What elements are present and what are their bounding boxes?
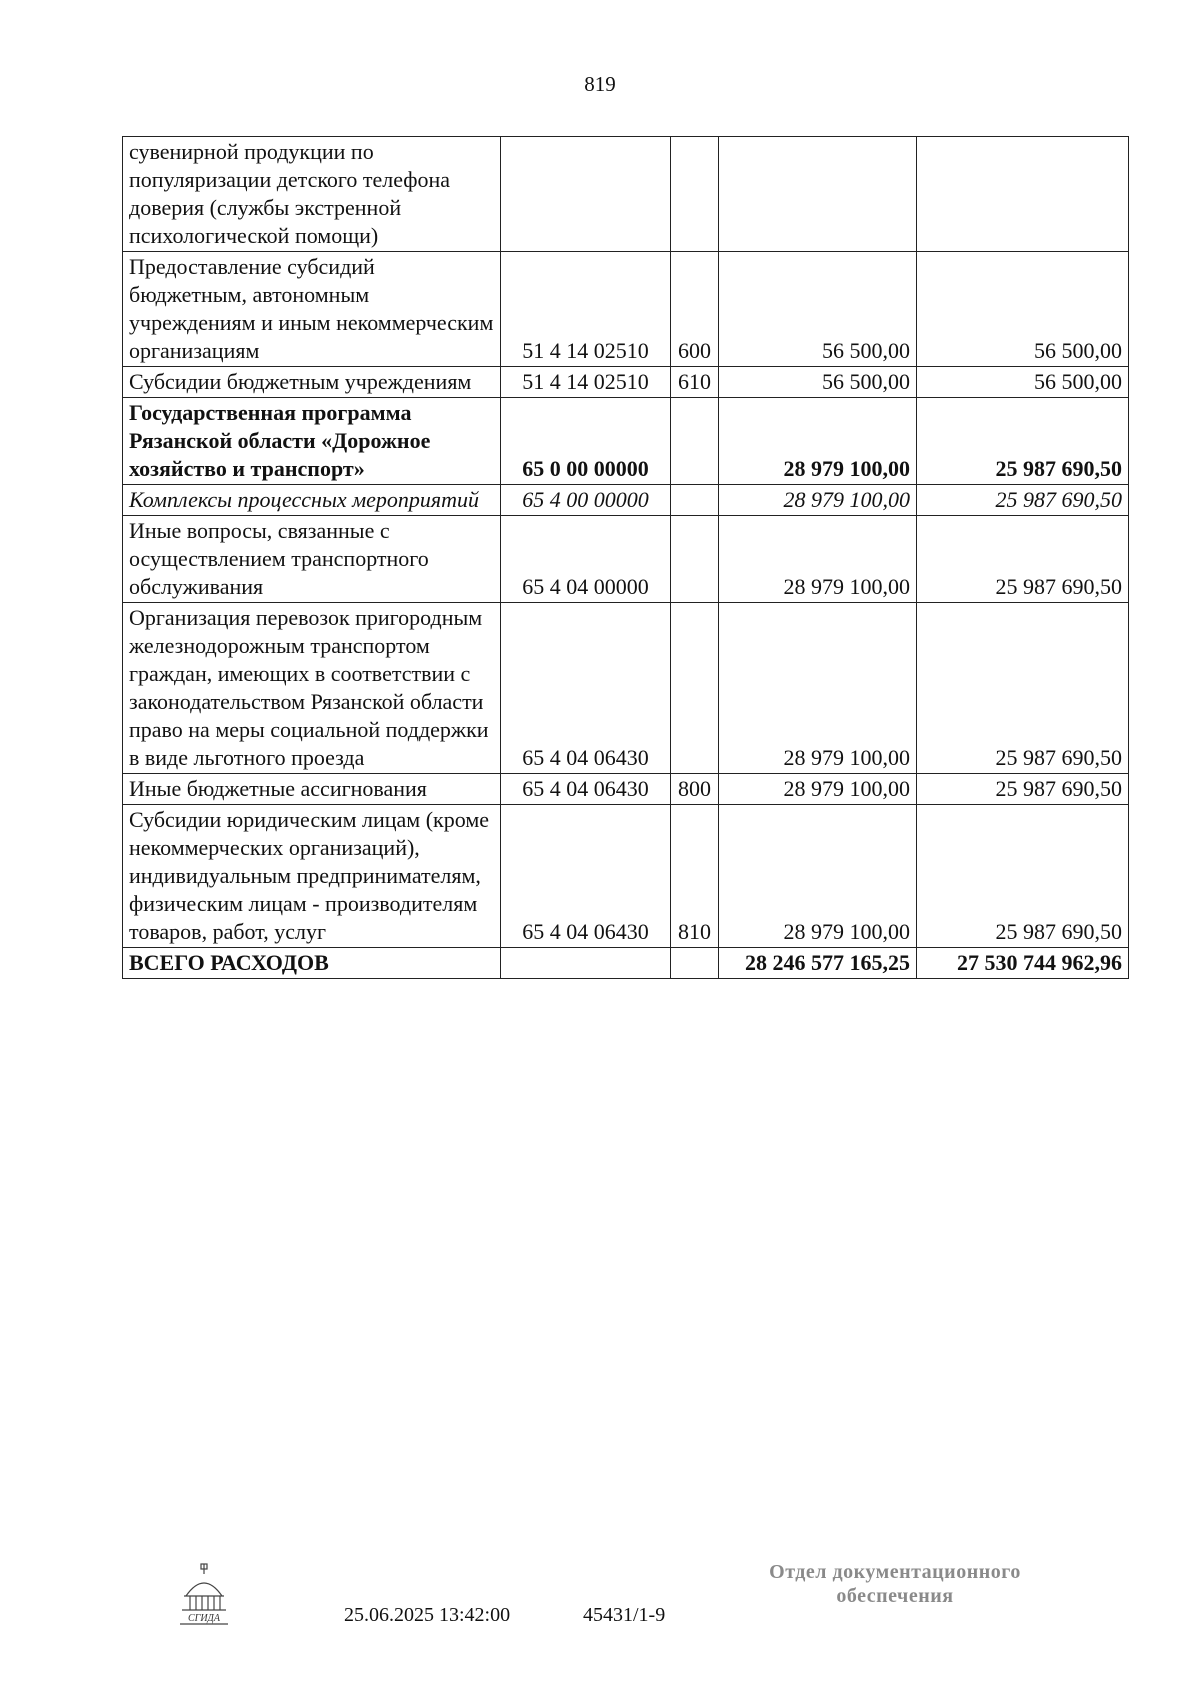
department-stamp: [745, 1560, 1045, 1608]
row-code: 65 4 00 00000: [501, 485, 671, 516]
row-expense-type: [671, 516, 719, 603]
row-code: 65 4 04 00000: [501, 516, 671, 603]
logo-text: СГИДА: [187, 1613, 221, 1624]
row-name: Организация перевозок пригородным железнодорожным транспортом граждан, имеющих в соответствии с законодательством Рязанской области право на меры социальной поддержки в виде льготного проезда: [123, 603, 501, 774]
row-expense-type: 610: [671, 367, 719, 398]
row-name: Предоставление субсидий бюджетным, автономным учреждениям и иным некоммерческим организациям: [123, 252, 501, 367]
row-sum-1: 28 979 100,00: [719, 398, 917, 485]
row-sum-2: 25 987 690,50: [917, 516, 1129, 603]
row-code: 65 4 04 06430: [501, 805, 671, 948]
row-sum-2: 25 987 690,50: [917, 805, 1129, 948]
row-name: Субсидии юридическим лицам (кроме некоммерческих организаций), индивидуальным предпринимателям, физическим лицам - производителям товаров, работ, услуг: [123, 805, 501, 948]
row-sum-2: 56 500,00: [917, 252, 1129, 367]
row-name: Комплексы процессных мероприятий: [123, 485, 501, 516]
building-dome-icon: [176, 1562, 232, 1628]
row-expense-type: [671, 485, 719, 516]
budget-table: [122, 136, 1129, 979]
table-row: [123, 485, 1129, 516]
row-sum-1: 56 500,00: [719, 367, 917, 398]
row-name: Субсидии бюджетным учреждениям: [123, 367, 501, 398]
row-code: [501, 137, 671, 252]
row-code: 65 0 00 00000: [501, 398, 671, 485]
footer-reg-number: 45431/1-9: [583, 1604, 666, 1626]
total-expense-type: [671, 948, 719, 979]
row-sum-2: 56 500,00: [917, 367, 1129, 398]
row-sum-1: 56 500,00: [719, 252, 917, 367]
page-number: 819: [584, 72, 616, 96]
row-name: сувенирной продукции по популяризации детского телефона доверия (службы экстренной психологической помощи): [123, 137, 501, 252]
table-row: [123, 252, 1129, 367]
row-sum-1: 28 979 100,00: [719, 603, 917, 774]
footer-datetime: 25.06.2025 13:42:00: [344, 1604, 511, 1626]
row-code: 65 4 04 06430: [501, 774, 671, 805]
stamp-line-2: обеспечения: [836, 1585, 954, 1607]
total-code: [501, 948, 671, 979]
row-sum-1: 28 979 100,00: [719, 516, 917, 603]
row-expense-type: [671, 398, 719, 485]
row-expense-type: 600: [671, 252, 719, 367]
table-row: [123, 774, 1129, 805]
row-code: 51 4 14 02510: [501, 367, 671, 398]
row-sum-2: 25 987 690,50: [917, 398, 1129, 485]
table-row: [123, 516, 1129, 603]
row-name: Государственная программа Рязанской области «Дорожное хозяйство и транспорт»: [123, 398, 501, 485]
table-row: [123, 398, 1129, 485]
total-label: ВСЕГО РАСХОДОВ: [123, 948, 501, 979]
table-row: [123, 603, 1129, 774]
row-code: 65 4 04 06430: [501, 603, 671, 774]
table-row: [123, 805, 1129, 948]
table-row: [123, 137, 1129, 252]
row-expense-type: 800: [671, 774, 719, 805]
row-sum-1: [719, 137, 917, 252]
total-sum-1: 28 246 577 165,25: [719, 948, 917, 979]
row-sum-1: 28 979 100,00: [719, 485, 917, 516]
stamp-line-1: Отдел документационного: [769, 1561, 1021, 1583]
row-sum-2: 25 987 690,50: [917, 485, 1129, 516]
row-expense-type: [671, 137, 719, 252]
row-sum-1: 28 979 100,00: [719, 774, 917, 805]
row-sum-2: 25 987 690,50: [917, 603, 1129, 774]
total-row: [123, 948, 1129, 979]
table-row: [123, 367, 1129, 398]
row-sum-1: 28 979 100,00: [719, 805, 917, 948]
total-sum-2: 27 530 744 962,96: [917, 948, 1129, 979]
row-expense-type: 810: [671, 805, 719, 948]
row-expense-type: [671, 603, 719, 774]
row-code: 51 4 14 02510: [501, 252, 671, 367]
row-name: Иные бюджетные ассигнования: [123, 774, 501, 805]
row-sum-2: [917, 137, 1129, 252]
row-name: Иные вопросы, связанные с осуществлением транспортного обслуживания: [123, 516, 501, 603]
row-sum-2: 25 987 690,50: [917, 774, 1129, 805]
